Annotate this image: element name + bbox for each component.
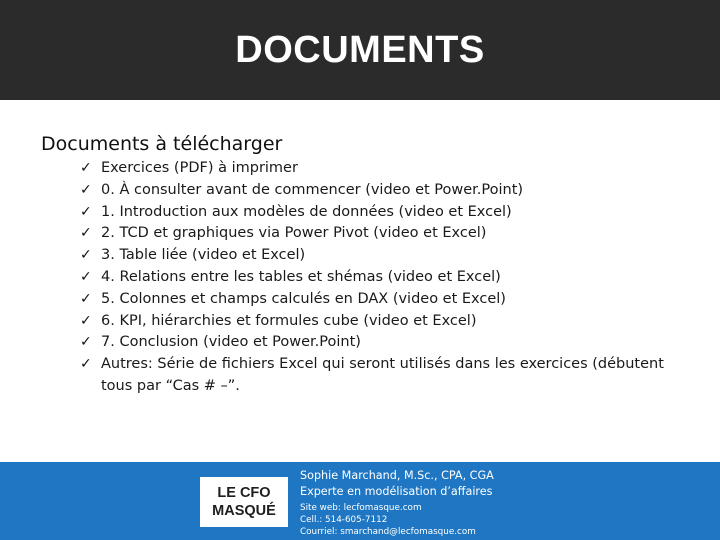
- page-title: DOCUMENTS: [235, 28, 485, 71]
- phone-number: Cell.: 514-605-7112: [300, 515, 388, 525]
- list-item[interactable]: [80, 158, 670, 180]
- list-item[interactable]: [80, 245, 670, 267]
- list-item-label: Autres: Série de fichiers Excel qui seront utilisés dans les exercices (débutent tous par “Cas # –”.: [101, 356, 664, 394]
- contact-block: [300, 468, 494, 538]
- logo-line-1: LE CFO: [217, 485, 271, 501]
- list-item[interactable]: [80, 267, 670, 289]
- author-name: Sophie Marchand, M.Sc., CPA, CGA: [300, 469, 494, 482]
- list-item[interactable]: [80, 180, 670, 202]
- list-item-label: 0. À consulter avant de commencer (video et Power.Point): [101, 181, 524, 198]
- list-item[interactable]: [80, 354, 670, 398]
- list-item-label: 6. KPI, hiérarchies et formules cube (video et Excel): [101, 312, 477, 329]
- checkmark-icon: ✓: [80, 181, 92, 198]
- list-item[interactable]: [80, 332, 670, 354]
- list-item[interactable]: [80, 202, 670, 224]
- website-link[interactable]: Site web: lecfomasque.com: [300, 503, 422, 513]
- list-item-label: 5. Colonnes et champs calculés en DAX (video et Excel): [101, 290, 506, 307]
- list-item-label: 1. Introduction aux modèles de données (video et Excel): [101, 203, 512, 220]
- list-item-label: 3. Table liée (video et Excel): [101, 247, 306, 264]
- checkmark-icon: ✓: [80, 268, 92, 285]
- list-item-label: Exercices (PDF) à imprimer: [101, 160, 298, 176]
- checkmark-icon: ✓: [80, 203, 92, 220]
- logo-line-2: MASQUÉ: [212, 503, 276, 519]
- email-link[interactable]: Courriel: smarchand@lecfomasque.com: [300, 527, 476, 537]
- documents-list: [80, 158, 670, 398]
- checkmark-icon: ✓: [80, 160, 92, 176]
- list-item-label: 4. Relations entre les tables et shémas (video et Excel): [101, 268, 501, 285]
- checkmark-icon: ✓: [80, 356, 92, 373]
- author-role: Experte en modélisation d’affaires: [300, 485, 493, 498]
- list-item[interactable]: [80, 311, 670, 333]
- list-item-label: 2. TCD et graphiques via Power Pivot (video et Excel): [101, 225, 487, 242]
- list-item-label: 7. Conclusion (video et Power.Point): [101, 334, 361, 351]
- list-item[interactable]: [80, 223, 670, 245]
- checkmark-icon: ✓: [80, 312, 92, 329]
- list-item[interactable]: [80, 289, 670, 311]
- checkmark-icon: ✓: [80, 290, 92, 307]
- checkmark-icon: ✓: [80, 334, 92, 351]
- checkmark-icon: ✓: [80, 247, 92, 264]
- page-header: [0, 0, 720, 100]
- checkmark-icon: ✓: [80, 225, 92, 242]
- section-title: Documents à télécharger: [41, 133, 283, 155]
- logo: [200, 477, 288, 527]
